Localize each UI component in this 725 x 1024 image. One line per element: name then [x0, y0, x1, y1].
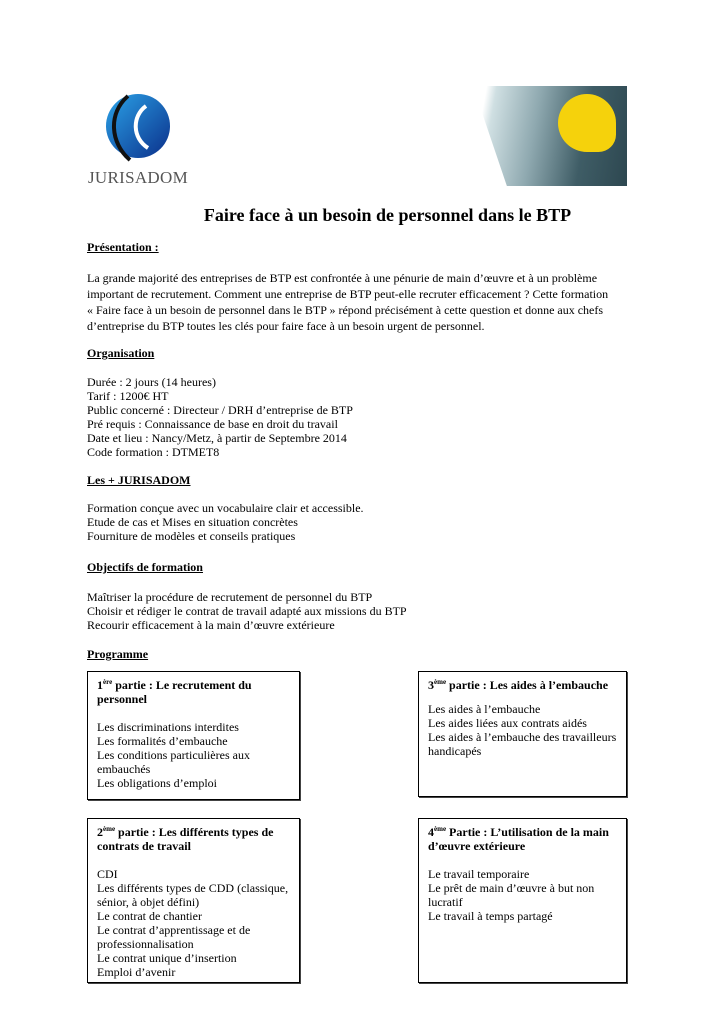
- plus-list: [87, 501, 364, 543]
- text-line: Formation conçue avec un vocabulaire clair et accessible.: [87, 501, 364, 515]
- presentation-text: [87, 270, 627, 334]
- presentation-heading: Présentation :: [87, 240, 159, 254]
- text-line: Durée : 2 jours (14 heures): [87, 375, 216, 389]
- programme-part-3: [418, 671, 627, 797]
- objectifs-heading: Objectifs de formation: [87, 560, 203, 574]
- part-title: 4ème Partie : L’utilisation de la main d’œuvre extérieure: [428, 825, 609, 853]
- part-item: Emploi d’avenir: [97, 965, 176, 979]
- programme-heading: Programme: [87, 647, 149, 661]
- text-line: Code formation : DTMET8: [87, 445, 220, 459]
- objectifs-list: [87, 590, 407, 632]
- programme-part-1: [87, 671, 300, 800]
- text-line: Etude de cas et Mises en situation concrètes: [87, 515, 298, 529]
- text-line: important de recrutement. Comment une entreprise de BTP peut-elle recruter efficacement ? Cette formation: [87, 287, 609, 301]
- text-line: Maîtriser la procédure de recrutement de personnel du BTP: [87, 590, 373, 604]
- text-line: Choisir et rédiger le contrat de travail adapté aux missions du BTP: [87, 604, 407, 618]
- part-item: Les aides liées aux contrats aidés: [428, 716, 587, 730]
- part-item: Les discriminations interdites: [97, 720, 239, 734]
- text-line: Recourir efficacement à la main d’œuvre extérieure: [87, 618, 335, 632]
- part-title: 1ère partie : Le recrutement du personnel: [97, 678, 252, 706]
- organisation-list: [87, 375, 353, 459]
- part-item: Le contrat de chantier: [97, 909, 202, 923]
- text-line: Pré requis : Connaissance de base en droit du travail: [87, 417, 338, 431]
- part-item: Les conditions particulières aux embauchés: [97, 748, 250, 776]
- plus-heading: Les + JURISADOM: [87, 473, 191, 487]
- part-item: Les obligations d’emploi: [97, 776, 217, 790]
- text-line: La grande majorité des entreprises de BTP est confrontée à une pénurie de main d’œuvre et à un problème: [87, 271, 598, 285]
- part-item: Les aides à l’embauche: [428, 702, 541, 716]
- logo-text: JURISADOM: [88, 168, 188, 187]
- part-item: Le travail à temps partagé: [428, 909, 553, 923]
- construction-worker-image: [473, 86, 627, 186]
- text-line: Public concerné : Directeur / DRH d’entreprise de BTP: [87, 403, 353, 417]
- programme-part-4: [418, 818, 627, 983]
- part-item: Les formalités d’embauche: [97, 734, 228, 748]
- part-item: CDI: [97, 867, 118, 881]
- part-item: Le contrat unique d’insertion: [97, 951, 237, 965]
- page-title: Faire face à un besoin de personnel dans le BTP: [203, 205, 572, 225]
- text-line: Fourniture de modèles et conseils pratiques: [87, 529, 296, 543]
- part-title: 2ème partie : Les différents types de contrats de travail: [97, 825, 274, 853]
- part-item: Les différents types de CDD (classique, sénior, à objet défini): [97, 881, 289, 909]
- part-title: 3ème partie : Les aides à l’embauche: [428, 678, 609, 692]
- programme-part-2: [87, 818, 300, 983]
- jurisadom-logo: [88, 88, 188, 187]
- text-line: d’entreprise du BTP toutes les clés pour faire face à un besoin urgent de personnel.: [87, 319, 485, 333]
- text-line: Tarif : 1200€ HT: [87, 389, 169, 403]
- organisation-heading: Organisation: [87, 346, 155, 360]
- part-item: Le prêt de main d’œuvre à but non lucratif: [428, 881, 595, 909]
- logo-globe-icon: [88, 88, 188, 168]
- part-item: Les aides à l’embauche des travailleurs handicapés: [428, 730, 617, 758]
- text-line: « Faire face à un besoin de personnel dans le BTP » répond précisément à cette question et donne aux chefs: [87, 303, 604, 317]
- hard-hat-icon: [558, 94, 616, 152]
- text-line: Date et lieu : Nancy/Metz, à partir de Septembre 2014: [87, 431, 347, 445]
- part-item: Le travail temporaire: [428, 867, 530, 881]
- part-item: Le contrat d’apprentissage et de professionnalisation: [97, 923, 251, 951]
